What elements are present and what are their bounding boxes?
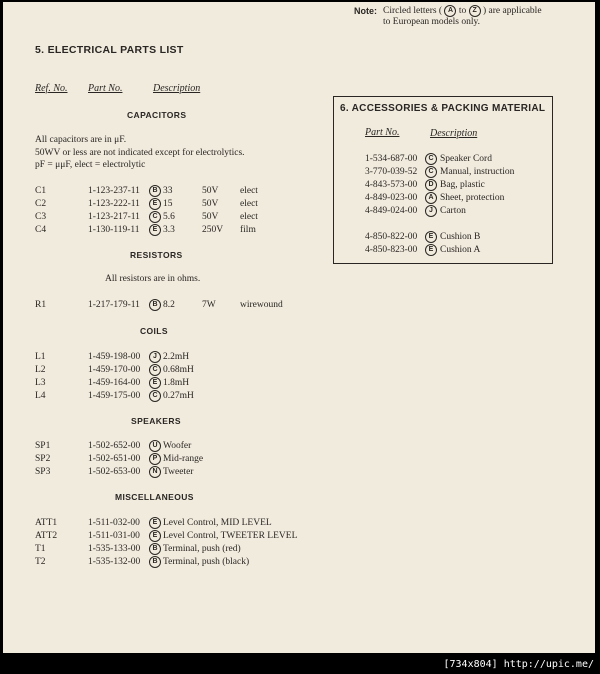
resistors-heading: RESISTORS [130,250,183,260]
circle-code-icon: U [149,440,161,452]
circle-code-icon: B [149,556,161,568]
circle-code-icon: B [149,299,161,311]
speakers-heading: SPEAKERS [131,416,181,426]
accessories-title: 6. ACCESSORIES & PACKING MATERIAL [340,103,546,114]
circle-code-icon: J [425,205,437,217]
coils-heading: COILS [140,326,168,336]
header-part-no: Part No. [88,83,123,94]
header-part-no: Part No. [365,127,400,138]
circle-code-icon: B [149,543,161,555]
accessories-box: 6. ACCESSORIES & PACKING MATERIAL Part No. Description 1-534-687-00 C Speaker Cord 3-770-039-52 C Manual, instruction 4-843-573-00 D Bag, plastic 4-849-023-00 A Sheet, protection 4-849-024-00 J Carton 4-850-822-00 E Cushion B 4-850-823-00 E Cushion A [333,96,553,264]
electrical-parts-title: 5. ELECTRICAL PARTS LIST [35,44,184,56]
capacitors-heading: CAPACITORS [127,110,187,120]
header-ref-no: Ref. No. [35,83,68,94]
circle-code-icon: C [425,166,437,178]
circle-code-icon: B [149,185,161,197]
circle-code-icon: A [425,192,437,204]
capacitor-note: pF = μμF, elect = electrolytic [35,160,146,170]
note-label: Note: [354,6,377,16]
image-source-footer: [734x804] http://upic.me/ [443,659,594,670]
circle-code-icon: C [149,390,161,402]
circle-code-icon: E [425,231,437,243]
circle-code-icon: E [149,224,161,236]
circle-code-icon: P [149,453,161,465]
circle-code-icon: E [149,198,161,210]
circle-code-icon: E [149,530,161,542]
circle-code-icon: E [425,244,437,256]
header-description: Description [430,128,478,139]
circle-code-icon: E [149,377,161,389]
resistor-note: All resistors are in ohms. [105,274,201,284]
circle-code-icon: D [425,179,437,191]
circle-a-icon: A [444,5,456,17]
circle-code-icon: C [149,364,161,376]
manual-page: Note: Circled letters ( A to Z ) are applicable to European models only. 5. ELECTRICAL PARTS LIST Ref. No. Part No. Description CAPACITORS All capacitors are in μF. 50WV or less are not indicated except for electrolytics. pF = μμF, elect = electrolytic C1 1-123-237-11 B 33 50V elect C2 1-123-222-11 E 15 50V elect C3 1-123-217-11 C 5.6 50V elect C4 1-130-119-11 E 3.3 250V film RESISTORS All resistors are in ohms. R1 1-217-179-11 B 8.2 7W wirewound COILS L1 1-459-198-00 J 2.2mH L2 1-459-170-00 C 0.68mH L3 1-459-164-00 E 1.8mH L4 1-459-175-00 C 0.27mH SPEAKERS SP1 1-502-652-00 U Woofer SP2 1-502-651-00 P Mid-range SP3 1-502-653-00 N Tweeter MISCELLANEOUS ATT1 1-511-032-00 E Level Control, MID LEVEL ATT2 1-511-031-00 E Level Control, TWEETER LEVEL T1 1-535-133-00 B Terminal, push (red) T2 1-535-132-00 B Terminal, push (black) 6. ACCESSORIES & PACKING MATERIAL Part No. Description 1-534-687-00 C Speaker Cord 3-770-039-52 C Manual, instruction 4-843-573-00 D Bag, plastic 4-849-023-00 A Sheet, protection 4-849-024-00 J Carton 4-850-822-00 E Cushion B 4-850-823-00 E Cushion A [3,2,595,653]
circle-code-icon: N [149,466,161,478]
header-description: Description [153,83,201,94]
circle-code-icon: E [149,517,161,529]
miscellaneous-heading: MISCELLANEOUS [115,492,194,502]
circle-code-icon: C [149,211,161,223]
capacitor-note: 50WV or less are not indicated except for electrolytics. [35,148,245,158]
circle-z-icon: Z [469,5,481,17]
note-text: Circled letters ( A to Z ) are applicable to European models only. [383,6,542,28]
circle-code-icon: J [149,351,161,363]
circle-code-icon: C [425,153,437,165]
capacitor-note: All capacitors are in μF. [35,135,127,145]
